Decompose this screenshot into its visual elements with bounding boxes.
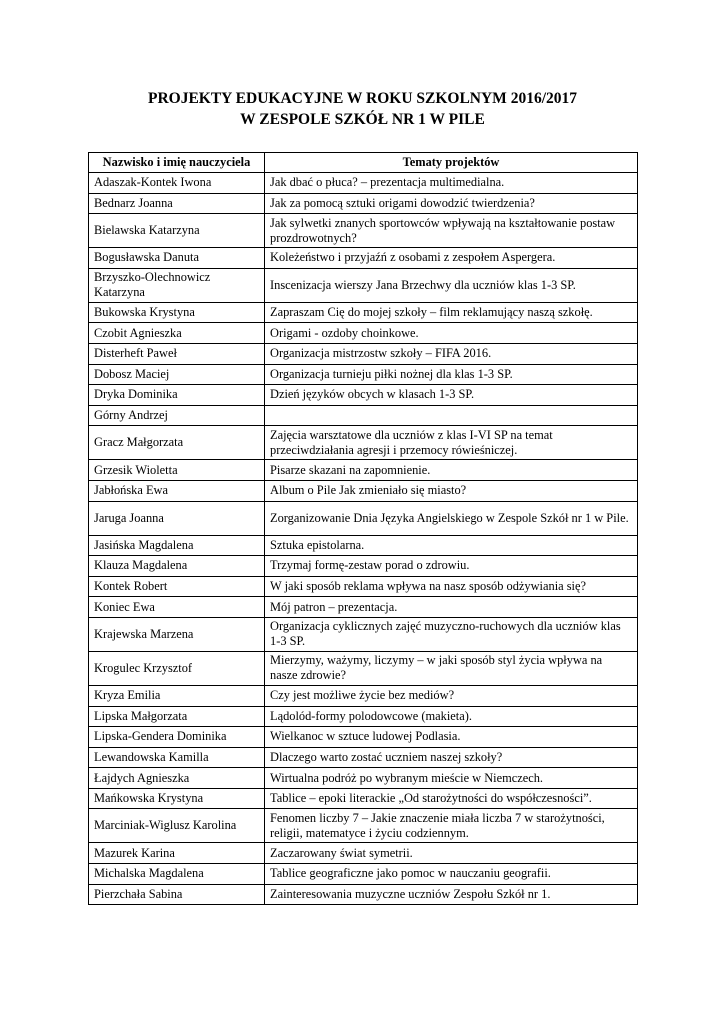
table-row xyxy=(89,501,638,535)
table-row xyxy=(89,343,638,364)
teacher-name-cell: Lewandowska Kamilla xyxy=(89,747,265,768)
table-row xyxy=(89,214,638,248)
table-row xyxy=(89,556,638,577)
project-topic-cell: Organizacja turnieju piłki nożnej dla klas 1-3 SP. xyxy=(265,364,638,385)
table-row xyxy=(89,864,638,885)
teacher-name-cell: Bukowska Krystyna xyxy=(89,302,265,323)
header-project-topics: Tematy projektów xyxy=(265,153,638,173)
teacher-name-cell: Bogusławska Danuta xyxy=(89,248,265,269)
project-topic-cell: Album o Pile Jak zmieniało się miasto? xyxy=(265,480,638,501)
project-topic-cell: Czy jest możliwe życie bez mediów? xyxy=(265,685,638,706)
project-topic-cell: Organizacja mistrzostw szkoły – FIFA 2016. xyxy=(265,343,638,364)
table-row xyxy=(89,809,638,843)
project-topic-cell: Tablice geograficzne jako pomoc w nauczaniu geografii. xyxy=(265,864,638,885)
project-topic-cell: Zaczarowany świat symetrii. xyxy=(265,843,638,864)
teacher-name-cell: Dobosz Maciej xyxy=(89,364,265,385)
teacher-name-cell: Dryka Dominika xyxy=(89,385,265,406)
teacher-name-cell: Mańkowska Krystyna xyxy=(89,788,265,809)
table-row xyxy=(89,248,638,269)
project-topic-cell: Lądolód-formy polodowcowe (makieta). xyxy=(265,706,638,727)
table-row xyxy=(89,323,638,344)
table-row xyxy=(89,685,638,706)
teacher-name-cell: Marciniak-Wiglusz Karolina xyxy=(89,809,265,843)
project-topic-cell: Tablice – epoki literackie „Od starożytności do współczesności”. xyxy=(265,788,638,809)
project-topic-cell: Koleżeństwo i przyjaźń z osobami z zespołem Aspergera. xyxy=(265,248,638,269)
table-row xyxy=(89,727,638,748)
teacher-name-cell: Mazurek Karina xyxy=(89,843,265,864)
teacher-name-cell: Jabłońska Ewa xyxy=(89,480,265,501)
table-row xyxy=(89,843,638,864)
project-topic-cell: Zajęcia warsztatowe dla uczniów z klas I-VI SP na temat przeciwdziałania agresji i przemocy rówieśniczej. xyxy=(265,426,638,460)
project-topic-cell: Jak dbać o płuca? – prezentacja multimedialna. xyxy=(265,173,638,194)
teacher-name-cell: Koniec Ewa xyxy=(89,597,265,618)
table-row xyxy=(89,884,638,905)
teacher-name-cell: Jaruga Joanna xyxy=(89,501,265,535)
project-topic-cell: Jak sylwetki znanych sportowców wpływają na kształtowanie postaw prozdrowotnych? xyxy=(265,214,638,248)
project-topic-cell: Dzień języków obcych w klasach 1-3 SP. xyxy=(265,385,638,406)
table-row xyxy=(89,173,638,194)
teacher-name-cell: Michalska Magdalena xyxy=(89,864,265,885)
table-row xyxy=(89,480,638,501)
project-topic-cell: Wirtualna podróż po wybranym mieście w Niemczech. xyxy=(265,768,638,789)
project-topic-cell: Jak za pomocą sztuki origami dowodzić twierdzenia? xyxy=(265,193,638,214)
table-row xyxy=(89,768,638,789)
project-topic-cell: Fenomen liczby 7 – Jakie znaczenie miała liczba 7 w starożytności, religii, matematyce i życiu codziennym. xyxy=(265,809,638,843)
teacher-name-cell: Czobit Agnieszka xyxy=(89,323,265,344)
header-teacher-name: Nazwisko i imię nauczyciela xyxy=(89,153,265,173)
table-row xyxy=(89,426,638,460)
teacher-name-cell: Klauza Magdalena xyxy=(89,556,265,577)
document-title xyxy=(0,88,725,130)
table-row xyxy=(89,535,638,556)
project-topic-cell: Zapraszam Cię do mojej szkoły – film reklamujący naszą szkołę. xyxy=(265,302,638,323)
table-header-row xyxy=(89,153,638,173)
project-topic-cell: Mój patron – prezentacja. xyxy=(265,597,638,618)
table-row xyxy=(89,788,638,809)
teacher-name-cell: Bielawska Katarzyna xyxy=(89,214,265,248)
table-row xyxy=(89,576,638,597)
teacher-name-cell: Pierzchała Sabina xyxy=(89,884,265,905)
project-topic-cell xyxy=(265,405,638,426)
project-topic-cell: Pisarze skazani na zapomnienie. xyxy=(265,460,638,481)
project-topic-cell: Sztuka epistolarna. xyxy=(265,535,638,556)
teacher-name-cell: Jasińska Magdalena xyxy=(89,535,265,556)
teacher-name-cell: Łajdych Agnieszka xyxy=(89,768,265,789)
table-row xyxy=(89,617,638,651)
project-topic-cell: W jaki sposób reklama wpływa na nasz sposób odżywiania się? xyxy=(265,576,638,597)
table-row xyxy=(89,597,638,618)
table-row xyxy=(89,405,638,426)
teacher-name-cell: Lipska-Gendera Dominika xyxy=(89,727,265,748)
teacher-name-cell: Grzesik Wioletta xyxy=(89,460,265,481)
teacher-name-cell: Kontek Robert xyxy=(89,576,265,597)
teacher-name-cell: Gracz Małgorzata xyxy=(89,426,265,460)
project-topic-cell: Dlaczego warto zostać uczniem naszej szkoły? xyxy=(265,747,638,768)
table-row xyxy=(89,193,638,214)
table-row xyxy=(89,385,638,406)
title-line-2: W ZESPOLE SZKÓŁ NR 1 W PILE xyxy=(240,111,485,128)
project-topic-cell: Mierzymy, ważymy, liczymy – w jaki sposób styl życia wpływa na nasze zdrowie? xyxy=(265,651,638,685)
project-topic-cell: Origami - ozdoby choinkowe. xyxy=(265,323,638,344)
teacher-name-cell: Adaszak-Kontek Iwona xyxy=(89,173,265,194)
teacher-name-cell: Disterheft Paweł xyxy=(89,343,265,364)
title-line-1: PROJEKTY EDUKACYJNE W ROKU SZKOLNYM 2016/2017 xyxy=(147,90,577,107)
table-row xyxy=(89,460,638,481)
table-row xyxy=(89,302,638,323)
teacher-name-cell: Górny Andrzej xyxy=(89,405,265,426)
table-row xyxy=(89,706,638,727)
table-row xyxy=(89,747,638,768)
teacher-name-cell: Krajewska Marzena xyxy=(89,617,265,651)
teacher-name-cell: Lipska Małgorzata xyxy=(89,706,265,727)
teacher-name-cell: Kryza Emilia xyxy=(89,685,265,706)
teacher-name-cell: Bednarz Joanna xyxy=(89,193,265,214)
table-row xyxy=(89,268,638,302)
project-topic-cell: Zainteresowania muzyczne uczniów Zespołu Szkół nr 1. xyxy=(265,884,638,905)
project-topic-cell: Inscenizacja wierszy Jana Brzechwy dla uczniów klas 1-3 SP. xyxy=(265,268,638,302)
project-topic-cell: Zorganizowanie Dnia Języka Angielskiego w Zespole Szkół nr 1 w Pile. xyxy=(265,501,638,535)
project-topic-cell: Wielkanoc w sztuce ludowej Podlasia. xyxy=(265,727,638,748)
project-topic-cell: Trzymaj formę-zestaw porad o zdrowiu. xyxy=(265,556,638,577)
table-row xyxy=(89,364,638,385)
projects-table xyxy=(88,152,638,905)
project-topic-cell: Organizacja cyklicznych zajęć muzyczno-ruchowych dla uczniów klas 1-3 SP. xyxy=(265,617,638,651)
table-row xyxy=(89,651,638,685)
teacher-name-cell: Brzyszko-Olechnowicz Katarzyna xyxy=(89,268,265,302)
teacher-name-cell: Krogulec Krzysztof xyxy=(89,651,265,685)
